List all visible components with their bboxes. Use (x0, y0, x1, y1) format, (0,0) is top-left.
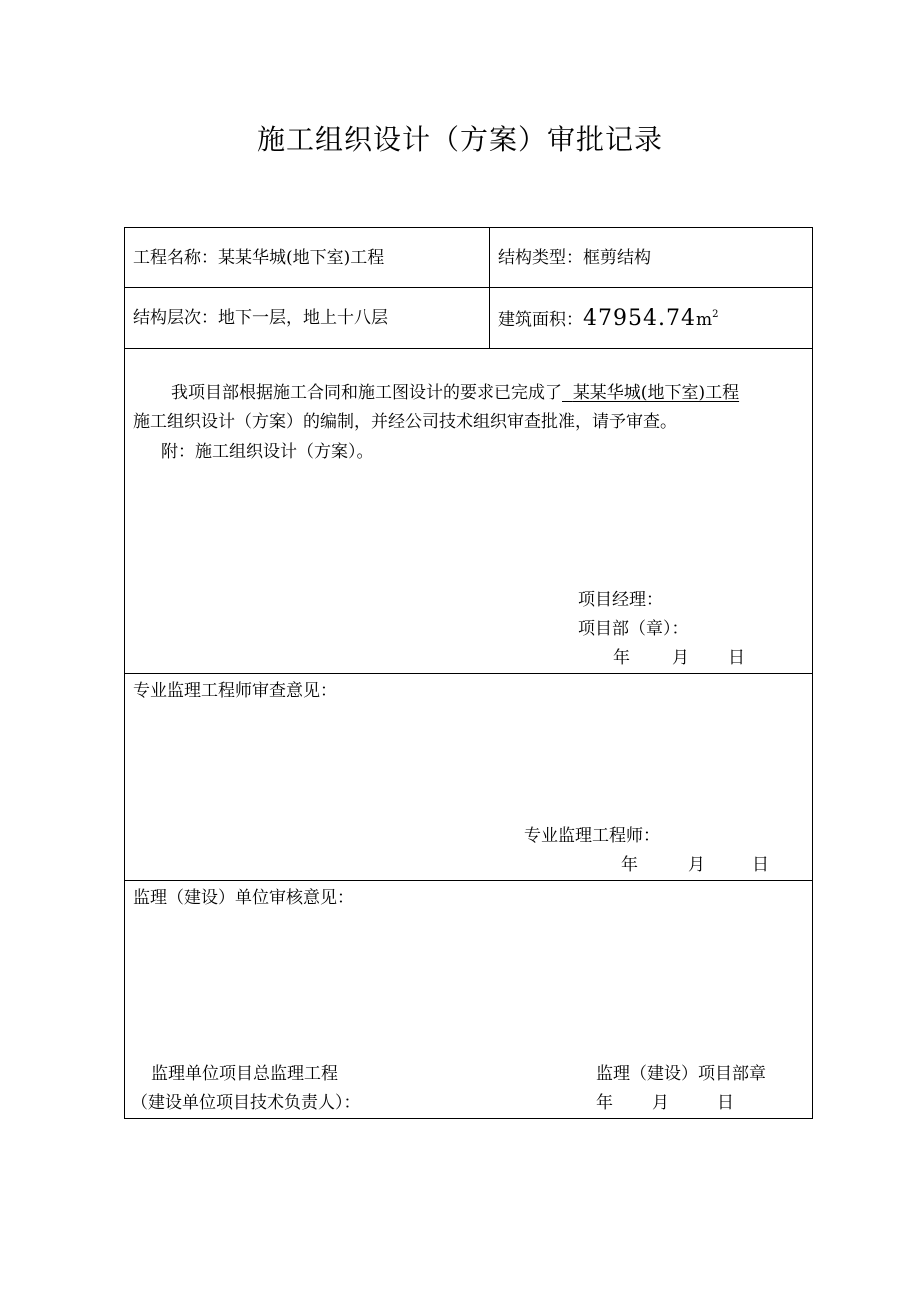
structure-type-value: 框剪结构 (583, 248, 651, 268)
chief-engineer-label-line-2: （建设单位项目技术负责人）： (131, 1093, 361, 1113)
project-name-label: 工程名称： (133, 248, 218, 268)
structure-type-label: 结构类型： (498, 248, 583, 268)
engineer-review-heading: 专业监理工程师审查意见： (133, 681, 337, 701)
row-divider (125, 348, 812, 349)
project-name-field (133, 250, 384, 267)
application-month: 月 (672, 648, 689, 668)
engineer-review-month: 月 (688, 855, 705, 875)
project-department-seal-label: 项目部（章）： (578, 619, 689, 639)
chief-engineer-label-line-1: 监理单位项目总监理工程 (151, 1064, 338, 1084)
building-area-unit: m (695, 310, 713, 330)
application-day: 日 (728, 648, 745, 668)
project-seal-label: 监理（建设）项目部章 (596, 1064, 766, 1084)
attachment-line: 附：施工组织设计（方案）。 (161, 442, 374, 462)
engineer-review-year: 年 (621, 855, 638, 875)
application-text: 我项目部根据施工合同和施工图设计的要求已完成了 (171, 383, 562, 403)
page-title: 施工组织设计（方案）审批记录 (256, 123, 663, 156)
engineer-signature-label: 专业监理工程师： (524, 826, 660, 846)
unit-review-year: 年 (596, 1093, 613, 1113)
building-area-value: 47954.74 (583, 306, 696, 331)
application-project-name: 某某华城(地下室)工程 (572, 383, 740, 403)
building-area-unit-sup: 2 (712, 309, 719, 320)
unit-review-day: 日 (717, 1093, 734, 1113)
unit-review-heading: 监理（建设）单位审核意见： (133, 888, 354, 908)
application-line-2: 施工组织设计（方案）的编制，并经公司技术组织审查批准，请予审查。 (133, 412, 677, 432)
floors-value: 地下一层，地上十八层 (218, 308, 388, 328)
building-area-label: 建筑面积： (498, 310, 583, 330)
unit-review-month: 月 (652, 1093, 669, 1113)
structure-type-field (498, 250, 651, 267)
project-name-value: 某某华城(地下室)工程 (218, 248, 385, 268)
application-year: 年 (613, 648, 630, 668)
floors-label: 结构层次： (133, 308, 218, 328)
row-divider (125, 673, 812, 674)
approval-form (124, 227, 813, 1119)
application-line-1 (171, 385, 739, 402)
project-manager-label: 项目经理： (578, 590, 663, 610)
row-divider (125, 287, 812, 288)
row-divider (125, 880, 812, 881)
floors-field (133, 310, 388, 327)
building-area-field (498, 308, 718, 330)
engineer-review-day: 日 (752, 855, 769, 875)
column-divider (489, 228, 490, 348)
